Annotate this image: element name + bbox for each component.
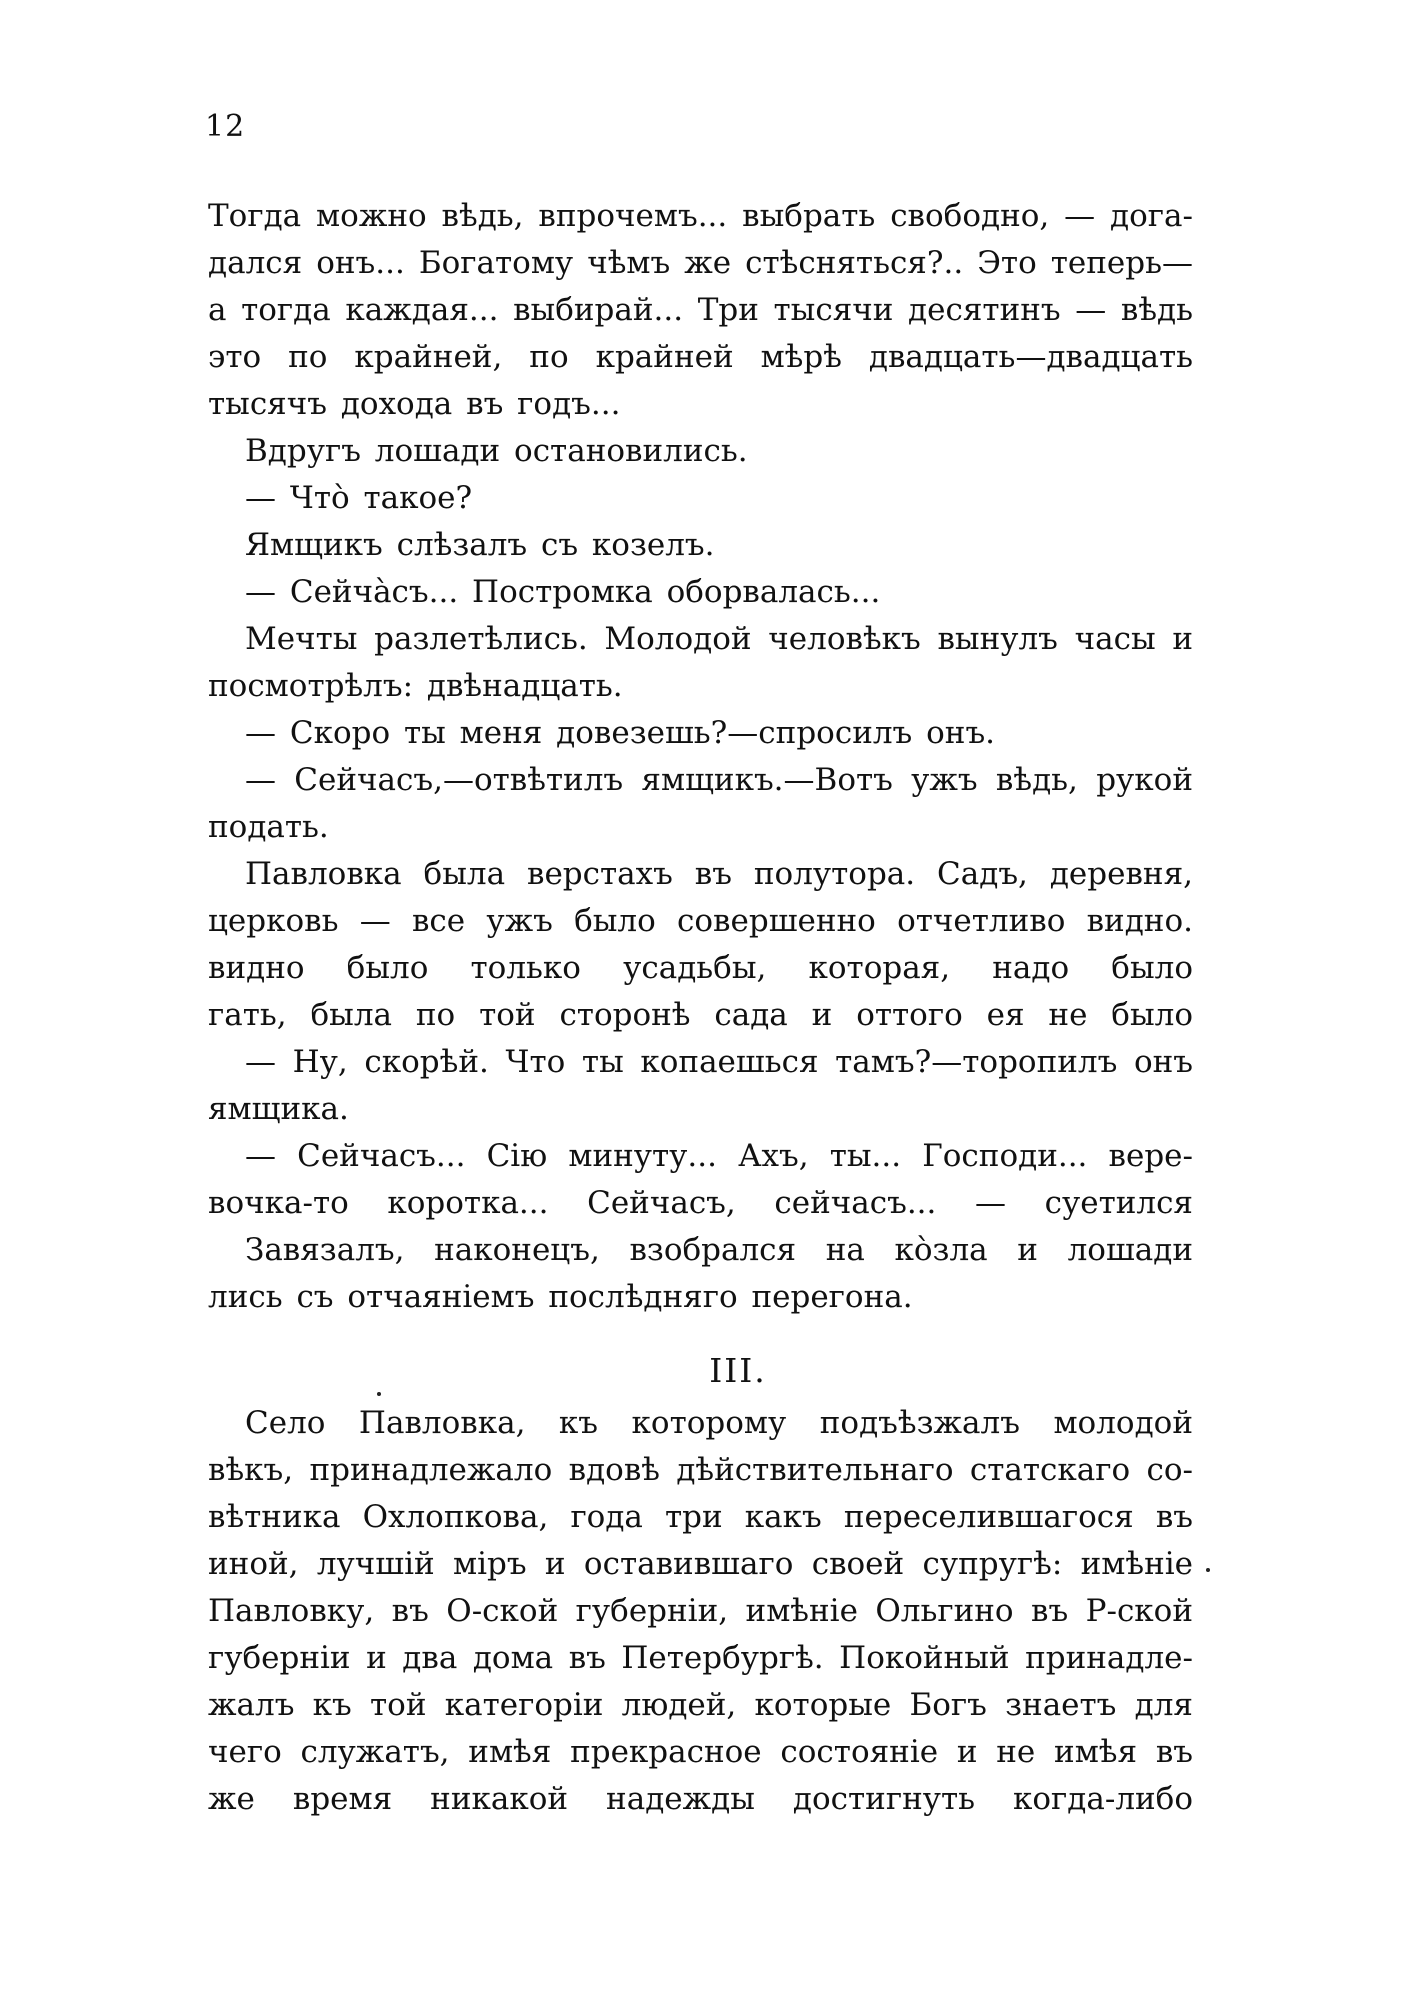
text-line: — Скоро ты меня довезешь?—спросилъ онъ. (245, 715, 996, 751)
text-block-first (208, 193, 1193, 1321)
text-line: — Ну, скорѣй. Что ты копаешься тамъ?—торопилъ онъ (245, 1044, 1193, 1080)
text-line: вѣтника Охлопкова, года три какъ переселившагося въ (208, 1499, 1193, 1535)
text-line: иной, лучшій міръ и оставившаго своей супругѣ: имѣніе (208, 1546, 1193, 1582)
text-line: Тогда можно вѣдь, впрочемъ... выбрать свободно, — дога- (208, 198, 1193, 234)
text-line: — Сейчасъ... Сію минуту... Ахъ, ты... Господи... вере- (245, 1138, 1193, 1174)
text-line: Павловка была верстахъ въ полутора. Садъ, деревня, (245, 856, 1193, 892)
text-line: тысячъ дохода въ годъ... (208, 386, 621, 422)
text-line: — Что̀ такое? (245, 480, 473, 516)
text-line: чего служатъ, имѣя прекрасное состояніе и не имѣя въ (208, 1734, 1193, 1770)
text-line: лись съ отчаяніемъ послѣдняго перегона. (208, 1279, 913, 1315)
text-line: — Сейчасъ,—отвѣтилъ ямщикъ.—Вотъ ужъ вѣдь, рукой (245, 762, 1193, 798)
text-line: а тогда каждая... выбирай... Три тысячи десятинъ — вѣдь (208, 292, 1193, 328)
text-line: Вдругъ лошади остановились. (245, 433, 748, 469)
text-line: Мечты разлетѣлись. Молодой человѣкъ вынулъ часы и (245, 621, 1193, 657)
text-line: церковь — все ужъ было совершенно отчетливо видно. (208, 903, 1193, 939)
text-line: вѣкъ, принадлежало вдовѣ дѣйствительнаго статскаго со- (208, 1452, 1193, 1488)
text-line: же время никакой надежды достигнуть когда-либо (208, 1781, 1193, 1817)
text-line: Павловку, въ О-ской губерніи, имѣніе Ольгино въ Р-ской (208, 1593, 1193, 1629)
text-block-second (208, 1400, 1193, 1823)
text-line: видно было только усадьбы, которая, надо было (208, 950, 1193, 986)
print-speck (1206, 1568, 1210, 1572)
text-line: вочка-то коротка... Сейчасъ, сейчасъ... — суетился (208, 1185, 1193, 1221)
print-speck (377, 1392, 381, 1396)
text-line: ямщика. (208, 1091, 349, 1127)
page-number: 12 (205, 109, 246, 144)
text-line: губерніи и два дома въ Петербургѣ. Покойный принадле- (208, 1640, 1193, 1676)
text-line: дался онъ... Богатому чѣмъ же стѣсняться?.. Это теперь— (208, 245, 1193, 281)
text-line: Завязалъ, наконецъ, взобрался на ко̀зла и лошади (245, 1232, 1193, 1268)
text-line: Село Павловка, къ которому подъѣзжалъ молодой (245, 1405, 1193, 1441)
text-line: жалъ къ той категоріи людей, которые Богъ знаетъ для (208, 1687, 1193, 1723)
section-heading: III. (709, 1351, 767, 1390)
text-line: Ямщикъ слѣзалъ съ козелъ. (245, 527, 715, 563)
text-line: — Сейча̀съ... Постромка оборвалась... (245, 574, 881, 610)
text-line: посмотрѣлъ: двѣнадцать. (208, 668, 623, 704)
text-line: гать, была по той сторонѣ сада и оттого ея не было (208, 997, 1193, 1033)
text-line: это по крайней, по крайней мѣрѣ двадцать—двадцать (208, 339, 1193, 375)
text-line: подать. (208, 809, 329, 845)
